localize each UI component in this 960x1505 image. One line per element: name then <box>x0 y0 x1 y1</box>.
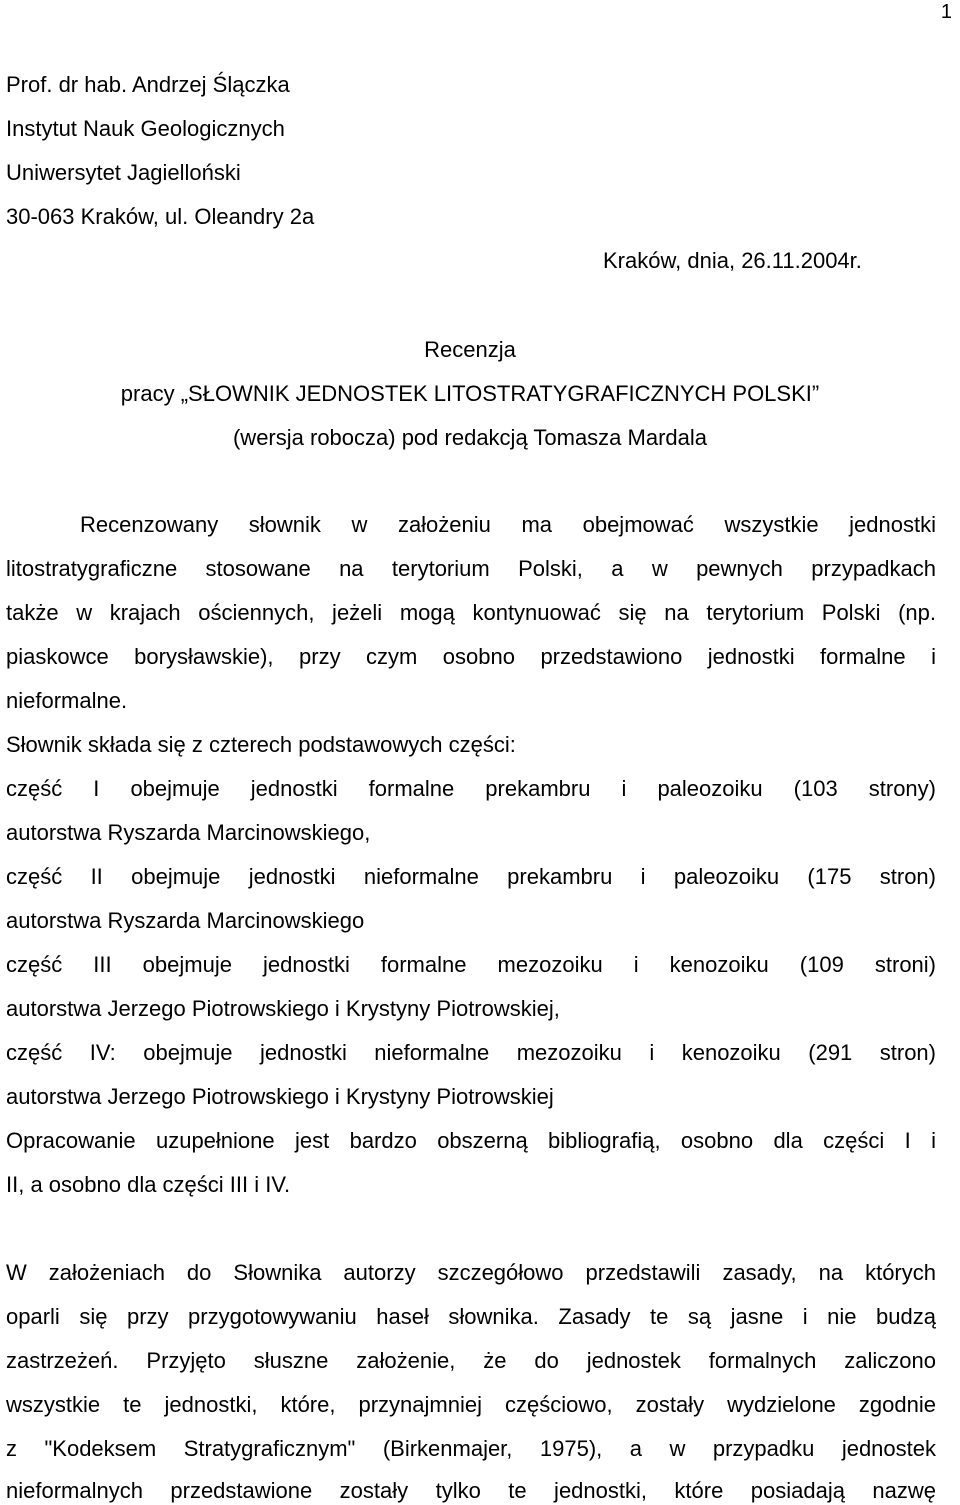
text-line: nieformalne. <box>6 688 128 713</box>
text-line: część I obejmuje jednostki formalne prekambru i paleozoiku (103 strony) <box>6 776 936 801</box>
sender-street: 30-063 Kraków, ul. Oleandry 2a <box>6 204 315 229</box>
title-heading: Recenzja <box>424 337 516 362</box>
text-line: II, a osobno dla części III i IV. <box>6 1172 291 1197</box>
text-line: autorstwa Ryszarda Marcinowskiego, <box>6 820 371 845</box>
text-line: Opracowanie uzupełnione jest bardzo obszerną bibliografią, osobno dla części I i <box>6 1128 936 1153</box>
text-line: część III obejmuje jednostki formalne mezozoiku i kenozoiku (109 stroni) <box>6 952 936 977</box>
text-line: litostratygraficzne stosowane na terytorium Polski, a w pewnych przypadkach <box>6 556 936 581</box>
title-work: pracy „SŁOWNIK JEDNOSTEK LITOSTRATYGRAFICZNYCH POLSKI” <box>120 381 820 406</box>
text-line: piaskowce borysławskie), przy czym osobno przedstawiono jednostki formalne i <box>6 644 936 669</box>
text-line: wszystkie te jednostki, które, przynajmniej częściowo, zostały wydzielone zgodnie <box>6 1392 936 1417</box>
text-line: Słownik składa się z czterech podstawowych części: <box>6 732 516 757</box>
text-line: z "Kodeksem Stratygraficznym" (Birkenmajer, 1975), a w przypadku jednostek <box>6 1436 936 1461</box>
sender-institute: Instytut Nauk Geologicznych <box>6 116 285 141</box>
letter-date: Kraków, dnia, 26.11.2004r. <box>603 248 862 273</box>
text-line: nieformalnych przedstawione zostały tylko te jednostki, które posiadają nazwę <box>6 1478 936 1503</box>
title-editor: (wersja robocza) pod redakcją Tomasza Mardala <box>232 425 708 450</box>
text-line: autorstwa Jerzego Piotrowskiego i Krystyny Piotrowskiej, <box>6 996 560 1021</box>
text-line: W założeniach do Słownika autorzy szczegółowo przedstawili zasady, na których <box>6 1260 936 1285</box>
text-line: Recenzowany słownik w założeniu ma obejmować wszystkie jednostki <box>80 512 936 537</box>
text-line: część IV: obejmuje jednostki nieformalne mezozoiku i kenozoiku (291 stron) <box>6 1040 936 1065</box>
text-line: autorstwa Ryszarda Marcinowskiego <box>6 908 365 933</box>
text-line: autorstwa Jerzego Piotrowskiego i Krystyny Piotrowskiej <box>6 1084 554 1109</box>
sender-university: Uniwersytet Jagielloński <box>6 160 241 185</box>
text-line: także w krajach ościennych, jeżeli mogą kontynuować się na terytorium Polski (np. <box>6 600 936 625</box>
text-line: zastrzeżeń. Przyjęto słuszne założenie, że do jednostek formalnych zaliczono <box>6 1348 936 1373</box>
page-number: 1 <box>940 1 952 23</box>
text-line: część II obejmuje jednostki nieformalne prekambru i paleozoiku (175 stron) <box>6 864 936 889</box>
text-line: oparli się przy przygotowywaniu haseł słownika. Zasady te są jasne i nie budzą <box>6 1304 936 1329</box>
sender-name: Prof. dr hab. Andrzej Ślączka <box>6 72 290 97</box>
